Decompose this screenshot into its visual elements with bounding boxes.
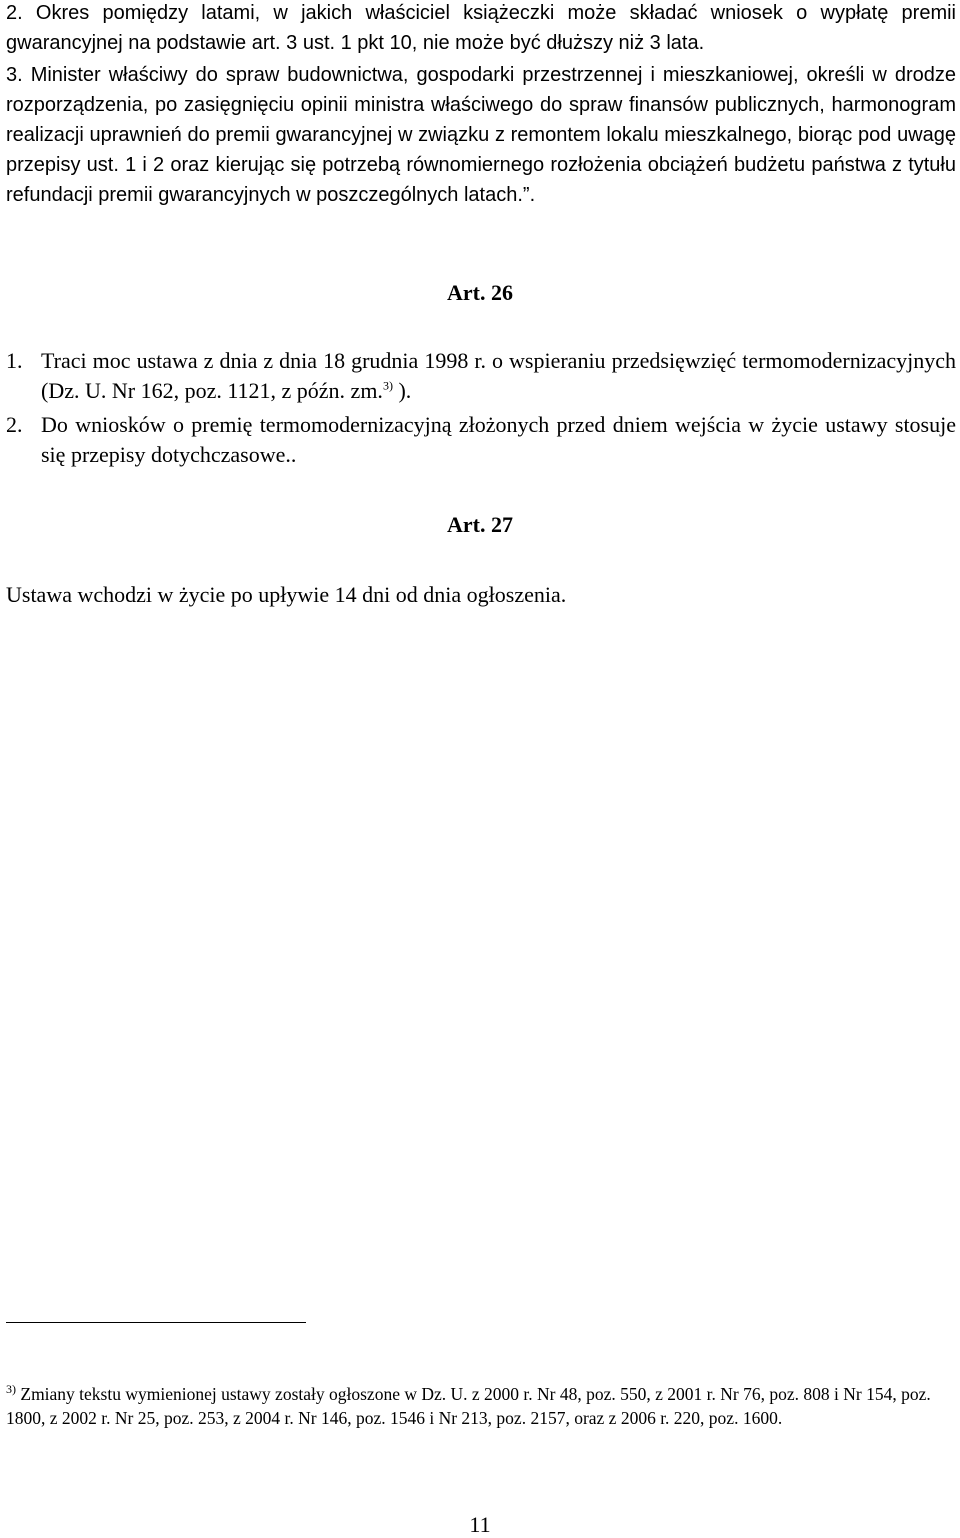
page-number: 11 (469, 1512, 491, 1537)
item-number: 2. (6, 412, 23, 437)
footnote-separator (6, 1322, 306, 1323)
paragraph-2: 2. Okres pomiędzy latami, w jakich właściciel książeczki może składać wniosek o wypłatę premii gwarancyjnej na podstawie art. 3 ust. 1 pkt 10, nie może być dłuższy niż 3 lata. (6, 2, 956, 54)
footnote-reference[interactable]: 3) (382, 378, 393, 393)
article-27-heading: Art. 27 (447, 512, 513, 537)
item-text-end: ). (392, 378, 412, 403)
paragraph-3: 3. Minister właściwy do spraw budownictwa, gospodarki przestrzennej i mieszkaniowej, określi w drodze rozporządzenia, po zasięgnięciu opinii ministra właściwego do spraw finansów publicznych, harmonogram realizacji uprawnień do premii gwarancyjnej w związku z remontem lokalu mieszkalnego, biorąc pod uwagę przepisy ust. 1 i 2 oraz kierując się potrzebą równomiernego rozłożenia obciążeń budżetu państwa z tytułu refundacji premii gwarancyjnych w poszczególnych latach.”. (6, 64, 956, 206)
article-26-heading: Art. 26 (447, 280, 513, 305)
footnote-text: Zmiany tekstu wymienionej ustawy zostały ogłoszone w Dz. U. z 2000 r. Nr 48, poz. 550, z 2001 r. Nr 76, poz. 808 i Nr 154, poz. 1800, z 2002 r. Nr 25, poz. 253, z 2004 r. Nr 146, poz. 1546 i Nr 213, poz. 2157, oraz z 2006 r. 220, poz. 1600. (6, 1383, 931, 1428)
article-27-text: Ustawa wchodzi w życie po upływie 14 dni od dnia ogłoszenia. (6, 582, 567, 607)
item-text-main: Traci moc ustawa z dnia z dnia 18 grudnia 1998 r. o wspieraniu przedsięwzięć termomodernizacyjnych (Dz. U. Nr 162, poz. 1121, z późn. zm. (41, 348, 956, 403)
footnote-marker: 3) (6, 1381, 16, 1396)
article-26-item-1 (6, 346, 956, 406)
footnote (6, 1382, 946, 1430)
item-text (41, 346, 956, 406)
item-text: Do wniosków o premię termomodernizacyjną złożonych przed dniem wejścia w życie ustawy stosuje się przepisy dotychczasowe.. (41, 412, 956, 467)
article-26-item-2 (6, 410, 956, 470)
item-number: 1. (6, 348, 23, 373)
